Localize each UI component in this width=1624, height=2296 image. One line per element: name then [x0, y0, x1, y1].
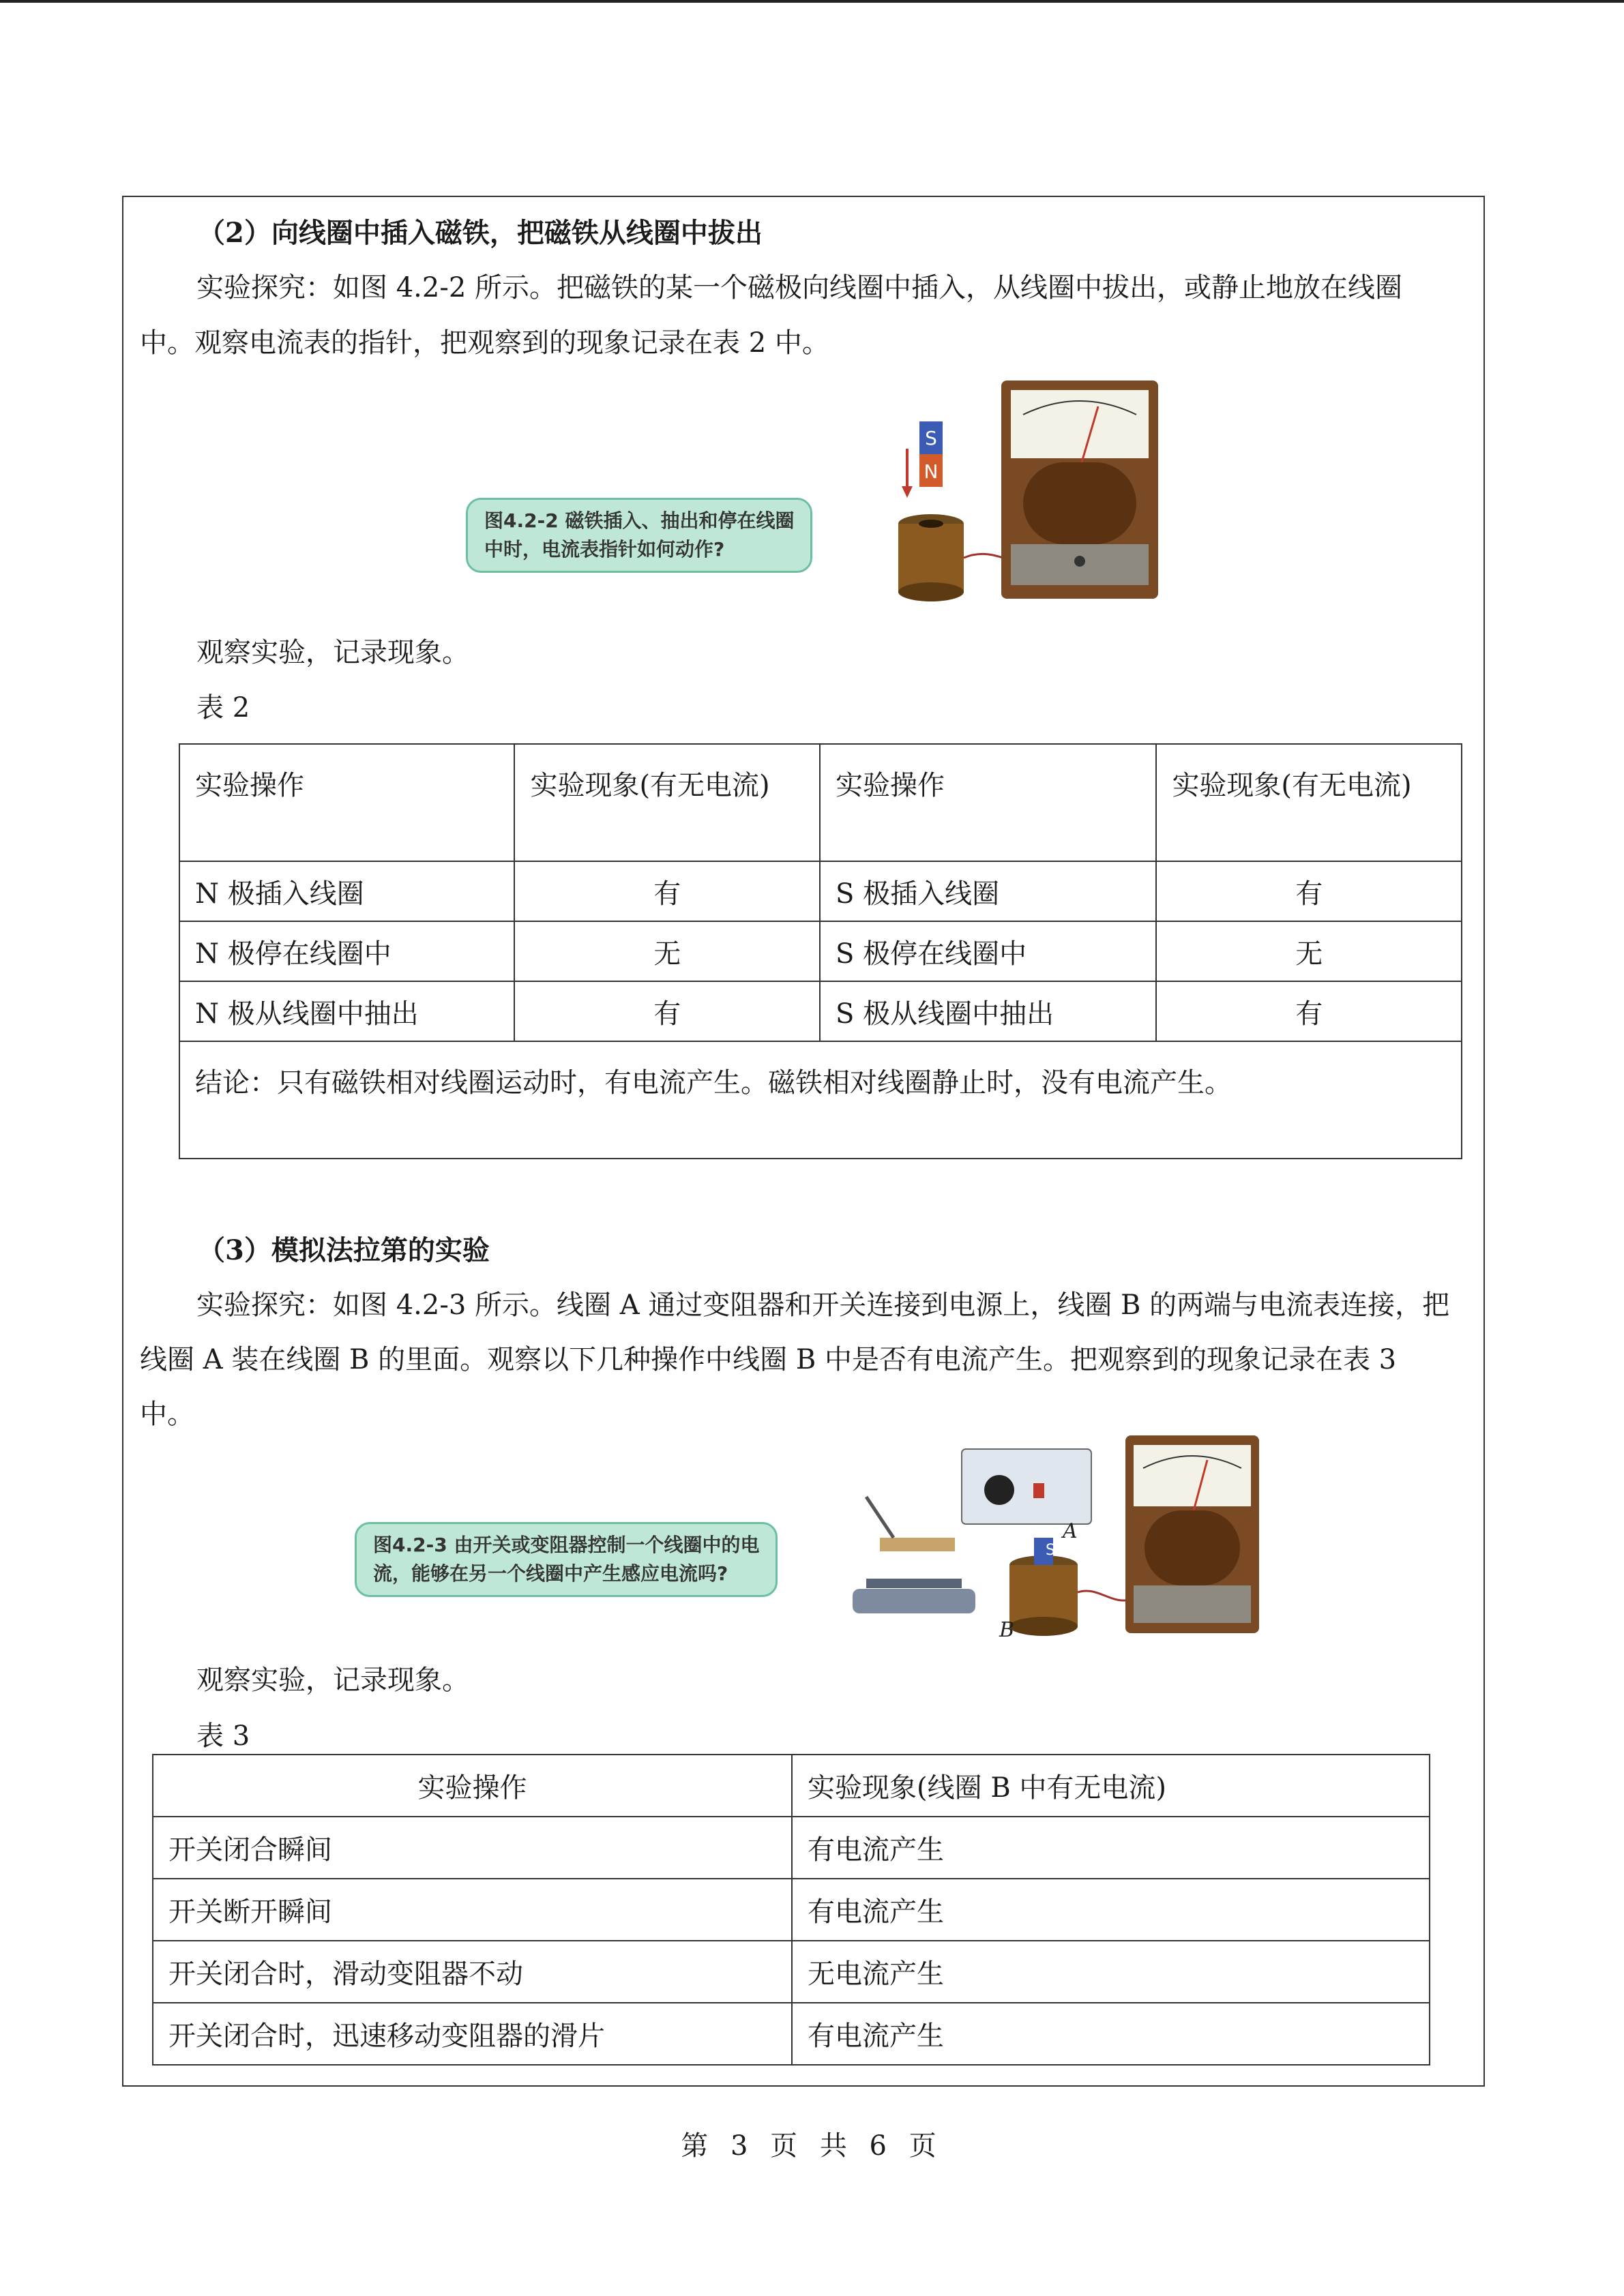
- table-row: [153, 2003, 1430, 2065]
- table-cell: 开关闭合时，迅速移动变阻器的滑片: [153, 2003, 792, 2065]
- table2-label: 表 2: [196, 692, 250, 724]
- table-row: [153, 1817, 1430, 1879]
- table-cell: S 极停在线圈中: [820, 921, 1156, 981]
- bar-magnet: [919, 421, 943, 487]
- rheostat: [853, 1579, 975, 1613]
- galvanometer: [1001, 381, 1158, 599]
- table-cell: S 极插入线圈: [820, 861, 1156, 921]
- table-cell: N 极停在线圈中: [179, 921, 514, 981]
- wire: [1078, 1591, 1132, 1600]
- table-cell: 有电流产生: [792, 1879, 1430, 1941]
- section3-paragraph-line2: 线圈 A 装在线圈 B 的里面。观察以下几种操作中线圈 B 中是否有电流产生。把观察到的现象记录在表 3: [140, 1344, 1397, 1375]
- section3-observe: 观察实验，记录现象。: [196, 1665, 469, 1696]
- table-3-header-cell: 实验现象(线圈 B 中有无电流): [792, 1755, 1430, 1817]
- table-row: [153, 1879, 1430, 1941]
- table-row: [153, 1941, 1430, 2003]
- figure-4-2-2-caption: [466, 498, 812, 573]
- figure-4-2-3-apparatus: [839, 1435, 1269, 1640]
- table-2-conclusion: 结论：只有磁铁相对线圈运动时，有电流产生。磁铁相对线圈静止时，没有电流产生。: [179, 1041, 1462, 1159]
- table-cell: 开关断开瞬间: [153, 1879, 792, 1941]
- section3-paragraph-line3: 中。: [140, 1399, 194, 1430]
- switch-s-label: S: [1046, 1542, 1055, 1559]
- magnet-s-label: S: [925, 427, 937, 449]
- table-cell: N 极插入线圈: [179, 861, 514, 921]
- table-3-header-row: [153, 1755, 1430, 1817]
- page-footer: 第 3 页 共 6 页: [681, 2130, 943, 2162]
- table-2-header-cell: 实验现象(有无电流): [514, 744, 820, 861]
- coil: [898, 514, 964, 601]
- section2-paragraph-line1: 实验探究：如图 4.2-2 所示。把磁铁的某一个磁极向线圈中插入，从线圈中拔出，或静止地放在线圈: [196, 272, 1403, 303]
- table-cell: 有: [1156, 861, 1462, 921]
- table-cell: 开关闭合瞬间: [153, 1817, 792, 1879]
- motion-arrow-head: [902, 486, 913, 498]
- coil-b-label: B: [999, 1618, 1015, 1640]
- table-2-conclusion-row: [179, 1041, 1462, 1159]
- section2-paragraph-line2: 中。观察电流表的指针，把观察到的现象记录在表 2 中。: [140, 327, 829, 359]
- table-row: [179, 921, 1462, 981]
- coil-b: [1009, 1555, 1078, 1636]
- table-cell: 有电流产生: [792, 1817, 1430, 1879]
- table-2-header-row: [179, 744, 1462, 861]
- figure-4-2-3-caption-line2: 流，能够在另一个线圈中产生感应电流吗?: [373, 1562, 728, 1585]
- table-cell: N 极从线圈中抽出: [179, 981, 514, 1041]
- table-3-header-cell: 实验操作: [153, 1755, 792, 1817]
- section3-paragraph-line1: 实验探究：如图 4.2-3 所示。线圈 A 通过变阻器和开关连接到电源上，线圈 B 的两端与电流表连接，把: [196, 1289, 1450, 1321]
- switch: [866, 1497, 955, 1551]
- table-2: [179, 743, 1462, 1159]
- figure-4-2-3-caption-line1: 图4.2-3 由开关或变阻器控制一个线圈中的电: [373, 1534, 760, 1556]
- table-cell: 无: [514, 921, 820, 981]
- table-row: [179, 981, 1462, 1041]
- table-cell: 开关闭合时，滑动变阻器不动: [153, 1941, 792, 2003]
- figure-4-2-2-apparatus: [880, 374, 1173, 606]
- table-row: [179, 861, 1462, 921]
- table-cell: 有: [514, 861, 820, 921]
- section2-observe: 观察实验，记录现象。: [196, 637, 469, 668]
- table-cell: 有: [1156, 981, 1462, 1041]
- table-cell: S 极从线圈中抽出: [820, 981, 1156, 1041]
- table-cell: 有电流产生: [792, 2003, 1430, 2065]
- section3-heading: （3）模拟法拉第的实验: [198, 1234, 490, 1266]
- table-3: [152, 1754, 1430, 2066]
- power-supply: [962, 1449, 1091, 1524]
- figure-4-2-2-caption-line2: 中时，电流表指针如何动作?: [484, 538, 725, 561]
- section2-heading: （2）向线圈中插入磁铁，把磁铁从线圈中拔出: [198, 217, 763, 249]
- table-cell: 有: [514, 981, 820, 1041]
- coil-a-label: A: [1063, 1519, 1078, 1543]
- galvanometer: [1125, 1435, 1259, 1633]
- magnet-n-label: N: [924, 460, 939, 483]
- figure-4-2-3-caption: [355, 1522, 778, 1597]
- table-2-header-cell: 实验操作: [179, 744, 514, 861]
- figure-4-2-2-caption-line1: 图4.2-2 磁铁插入、抽出和停在线圈: [484, 509, 795, 532]
- table-2-header-cell: 实验现象(有无电流): [1156, 744, 1462, 861]
- table-cell: 无: [1156, 921, 1462, 981]
- table-cell: 无电流产生: [792, 1941, 1430, 2003]
- top-border-line: [0, 0, 1624, 3]
- table3-label: 表 3: [196, 1720, 250, 1752]
- table-2-header-cell: 实验操作: [820, 744, 1156, 861]
